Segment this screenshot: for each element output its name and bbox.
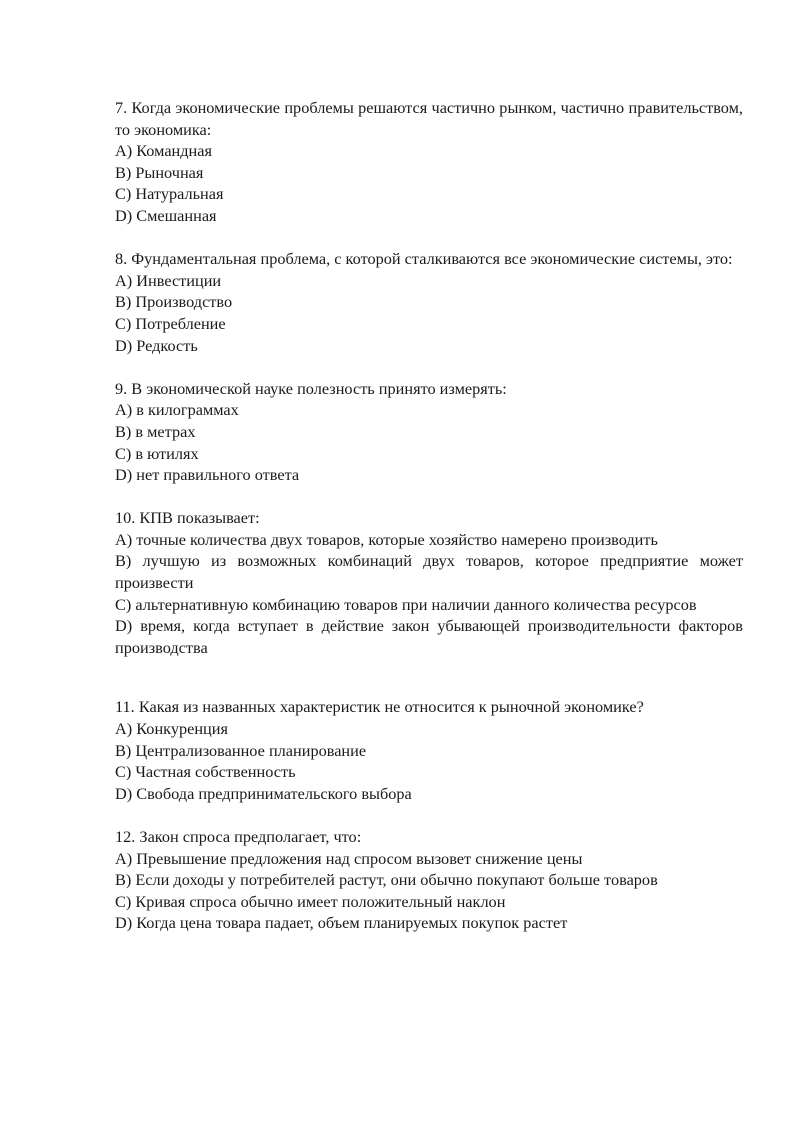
answer-option-b: B) лучшую из возможных комбинаций двух товаров, которое предприятие может произвести [115,551,743,593]
answer-option-b: B) Рыночная [115,162,204,182]
answer-option-c: C) альтернативную комбинацию товаров при наличии данного количества ресурсов [115,594,697,614]
question-text: 9. В экономической науке полезность принято измерять: [115,378,507,398]
answer-option-a: A) Конкуренция [115,719,228,739]
answer-option-a: A) Превышение предложения над спросом вызовет снижение цены [115,848,583,868]
question-text: 10. КПВ показывает: [115,508,260,528]
answer-option-c: C) Потребление [115,313,226,333]
question-text: 7. Когда экономические проблемы решаются частично рынком, частично правительством, то экономика: [115,98,743,139]
answer-options [115,399,743,485]
answer-option-d: D) Редкость [115,335,198,355]
answer-option-a: A) точные количества двух товаров, которые хозяйство намерено производить [115,529,658,549]
answer-option-b: B) Если доходы у потребителей растут, они обычно покупают больше товаров [115,870,658,890]
answer-options [115,848,743,934]
question-8 [115,248,743,356]
answer-options [115,718,743,804]
answer-option-a: A) в килограммах [115,400,239,420]
document-page [115,97,743,956]
answer-option-d: D) нет правильного ответа [115,465,300,485]
answer-options [115,270,743,356]
answer-option-c: C) Частная собственность [115,762,296,782]
answer-option-b: B) в метрах [115,421,196,441]
answer-option-d: D) Когда цена товара падает, объем планируемых покупок растет [115,913,568,933]
answer-option-d: D) Смешанная [115,205,217,225]
answer-option-b: B) Производство [115,292,233,312]
answer-option-a: A) Командная [115,141,212,161]
answer-option-c: C) Натуральная [115,184,224,204]
answer-option-d: D) время, когда вступает в действие закон убывающей производительности факторов производства [115,616,743,657]
question-text: 12. Закон спроса предполагает, что: [115,827,362,846]
question-text: 8. Фундаментальная проблема, с которой сталкиваются все экономические системы, это: [115,249,733,269]
answer-options [115,529,743,659]
answer-option-c: C) в ютилях [115,443,199,463]
question-7 [115,97,743,227]
answer-option-c: C) Кривая спроса обычно имеет положительный наклон [115,891,506,911]
question-10 [115,507,743,658]
answer-option-b: B) Централизованное планирование [115,740,367,760]
answer-option-a: A) Инвестиции [115,270,222,290]
answer-option-d: D) Свобода предпринимательского выбора [115,783,412,803]
question-11 [115,696,743,804]
question-12 [115,826,743,934]
answer-options [115,140,743,226]
question-9 [115,378,743,486]
question-text: 11. Какая из названных характеристик не относится к рыночной экономике? [115,697,644,717]
